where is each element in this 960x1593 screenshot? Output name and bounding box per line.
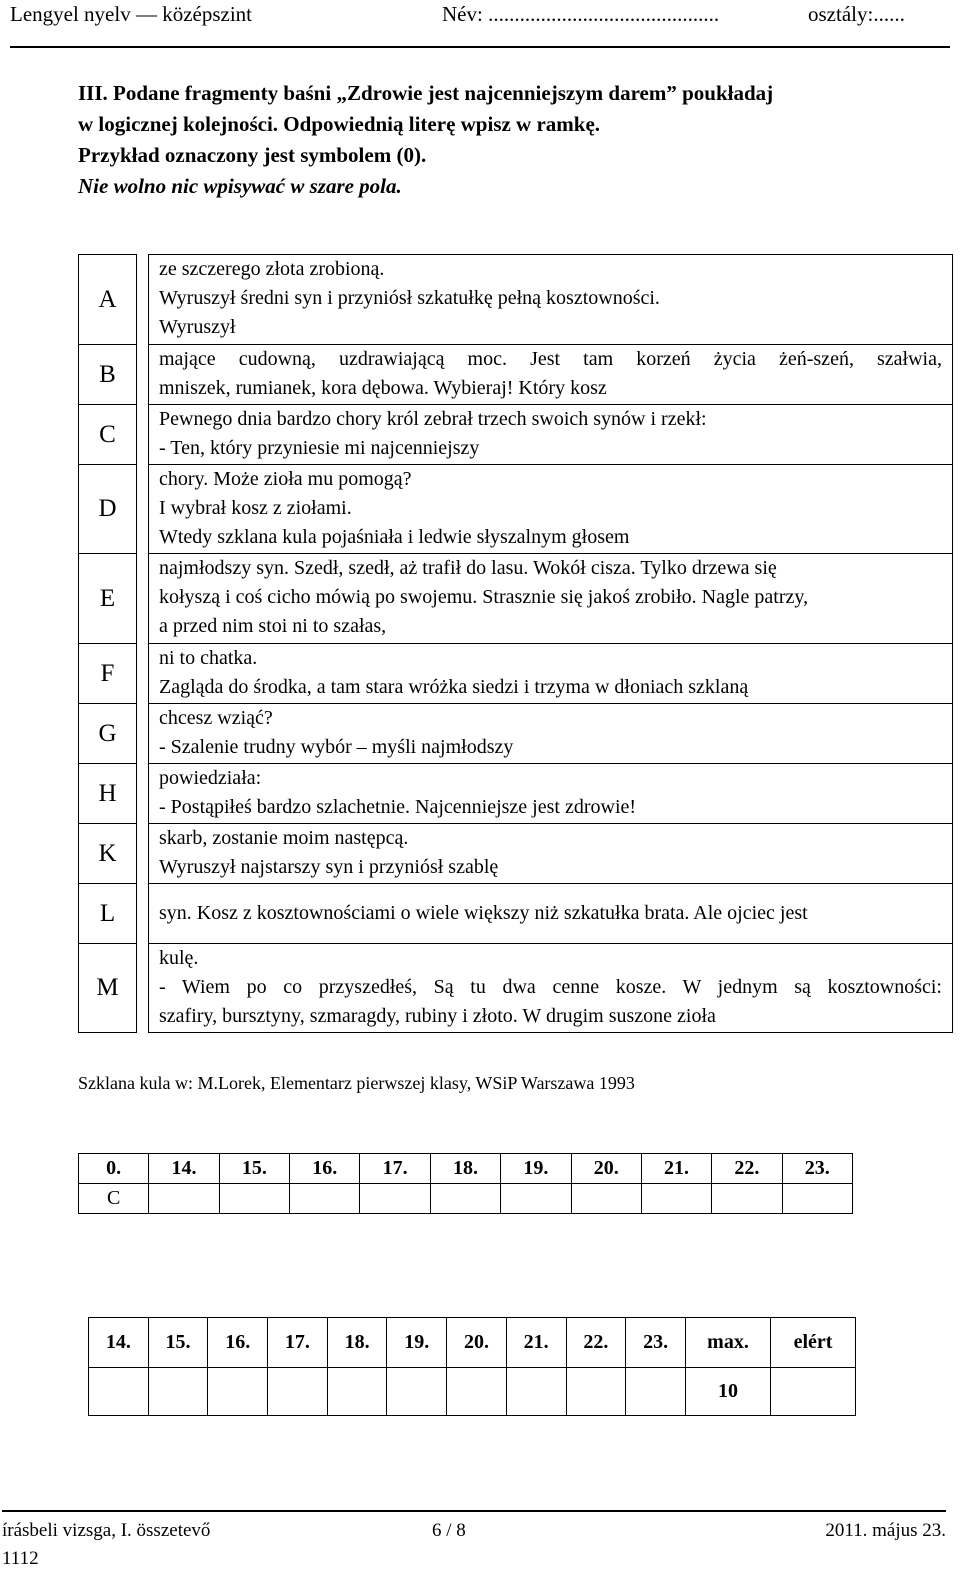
score-cell [208, 1368, 268, 1416]
score-header: 21. [506, 1318, 566, 1368]
fragment-text: chcesz wziąć? - Szalenie trudny wybór – myśli najmłodszy [149, 704, 953, 764]
answer-table [78, 1153, 853, 1214]
fragment-row [79, 824, 953, 884]
score-header: 14. [89, 1318, 149, 1368]
fragment-letter: L [79, 884, 137, 944]
answer-number: 22. [712, 1154, 782, 1184]
score-header: 20. [447, 1318, 507, 1368]
fragment-text: skarb, zostanie moim następcą. Wyruszył najstarszy syn i przyniósł szablę [149, 824, 953, 884]
fragment-row [79, 644, 953, 704]
answer-example-cell: C [79, 1184, 149, 1214]
score-header: 15. [148, 1318, 208, 1368]
answer-cell[interactable] [641, 1184, 711, 1214]
fragment-text: ni to chatka. Zagląda do środka, a tam stara wróżka siedzi i trzyma w dłoniach szklaną [149, 644, 953, 704]
score-cell [148, 1368, 208, 1416]
fragment-text: chory. Może zioła mu pomogą? I wybrał kosz z ziołami. Wtedy szklana kula pojaśniała i ledwie słyszalnym głosem [149, 465, 953, 554]
score-cell [626, 1368, 686, 1416]
score-cell [387, 1368, 447, 1416]
answer-cell[interactable] [501, 1184, 571, 1214]
page-footer [2, 1510, 946, 1569]
fragment-letter: H [79, 764, 137, 824]
fragment-text: syn. Kosz z kosztownościami o wiele większy niż szkatułka brata. Ale ojciec jest [149, 884, 953, 944]
fragment-letter: G [79, 704, 137, 764]
answer-numbers-row [79, 1154, 853, 1184]
answer-cell[interactable] [712, 1184, 782, 1214]
score-header-row [89, 1318, 856, 1368]
fragment-text: najmłodszy syn. Szedł, szedł, aż trafił do lasu. Wokół cisza. Tylko drzewa się kołyszą i coś cicho mówią po swojemu. Strasznie się jakoś zrobiło. Nagle patrzy, a przed nim stoi ni to szałas, [149, 554, 953, 644]
score-header-max: max. [686, 1318, 771, 1368]
header-subject: Lengyel nyelv — középszint [10, 2, 253, 26]
score-cell [268, 1368, 328, 1416]
score-values-row [89, 1368, 856, 1416]
fragment-letter: D [79, 465, 137, 554]
answer-number: 18. [430, 1154, 500, 1184]
fragment-letter: C [79, 405, 137, 465]
footer-code: 1112 [2, 1548, 39, 1569]
score-cell [506, 1368, 566, 1416]
instruction-line: Przykład oznaczony jest symbolem (0). [78, 143, 427, 167]
fragment-row [79, 255, 953, 345]
answer-cell[interactable] [571, 1184, 641, 1214]
answer-letters-row [79, 1184, 853, 1214]
fragment-text: Pewnego dnia bardzo chory król zebrał trzech swoich synów i rzekł: - Ten, który przyniesie mi najcenniejszy [149, 405, 953, 465]
answer-cell[interactable] [290, 1184, 360, 1214]
score-header: 16. [208, 1318, 268, 1368]
fragment-text: kulę. - Wiem po co przyszedłeś, Są tu dwa cenne kosze. W jednym są kosztowności: szafiry, bursztyny, szmaragdy, rubiny i złoto. W drugim suszone zioła [149, 944, 953, 1033]
score-achieved-value [771, 1368, 856, 1416]
fragment-text: mające cudowną, uzdrawiającą moc. Jest tam korzeń życia żeń-szeń, szałwia, mniszek, rumianek, kora dębowa. Wybieraj! Który kosz [149, 345, 953, 405]
score-header-achieved: elért [771, 1318, 856, 1368]
fragment-row [79, 554, 953, 644]
fragment-letter: K [79, 824, 137, 884]
score-header: 19. [387, 1318, 447, 1368]
score-cell [89, 1368, 149, 1416]
answer-number: 23. [782, 1154, 852, 1184]
fragment-text: ze szczerego złota zrobioną. Wyruszył średni syn i przyniósł szkatułkę pełną kosztowności. Wyruszył [149, 255, 953, 345]
footer-date: 2011. május 23. [825, 1520, 946, 1541]
answer-cell[interactable] [430, 1184, 500, 1214]
fragment-row [79, 704, 953, 764]
instruction-line: w logicznej kolejności. Odpowiednią literę wpisz w ramkę. [78, 112, 601, 136]
source-citation: Szklana kula w: M.Lorek, Elementarz pierwszej klasy, WSiP Warszawa 1993 [78, 1073, 635, 1093]
score-header: 18. [327, 1318, 387, 1368]
header-class-label: osztály:...... [808, 2, 905, 26]
answer-number: 14. [149, 1154, 219, 1184]
answer-number: 0. [79, 1154, 149, 1184]
answer-cell[interactable] [219, 1184, 289, 1214]
answer-number: 17. [360, 1154, 430, 1184]
answer-number: 16. [290, 1154, 360, 1184]
fragment-row [79, 345, 953, 405]
fragments-table [78, 254, 953, 1033]
score-cell [327, 1368, 387, 1416]
fragment-letter: A [79, 255, 137, 345]
page-header [10, 2, 950, 48]
score-header: 17. [268, 1318, 328, 1368]
score-cell [447, 1368, 507, 1416]
score-cell [566, 1368, 626, 1416]
fragment-row [79, 764, 953, 824]
header-name-label: Név: ............................................ [442, 2, 720, 26]
fragment-row [79, 465, 953, 554]
score-header: 22. [566, 1318, 626, 1368]
score-max-value: 10 [686, 1368, 771, 1416]
instruction-line: III. Podane fragmenty baśni „Zdrowie jest najcenniejszym darem” poukładaj [78, 81, 774, 105]
fragment-row [79, 884, 953, 944]
fragment-letter: E [79, 554, 137, 644]
task-instructions [78, 78, 918, 202]
footer-exam-label: írásbeli vizsga, I. összetevő [2, 1520, 211, 1541]
answer-number: 21. [641, 1154, 711, 1184]
fragment-text: powiedziała: - Postąpiłeś bardzo szlachetnie. Najcenniejsze jest zdrowie! [149, 764, 953, 824]
fragment-letter: B [79, 345, 137, 405]
answer-number: 15. [219, 1154, 289, 1184]
answer-cell[interactable] [149, 1184, 219, 1214]
instruction-line: Nie wolno nic wpisywać w szare pola. [78, 174, 402, 198]
fragment-row [79, 944, 953, 1033]
answer-number: 20. [571, 1154, 641, 1184]
fragment-row [79, 405, 953, 465]
fragment-letter: M [79, 944, 137, 1033]
answer-cell[interactable] [360, 1184, 430, 1214]
answer-number: 19. [501, 1154, 571, 1184]
score-header: 23. [626, 1318, 686, 1368]
footer-page-number: 6 / 8 [432, 1520, 466, 1541]
answer-cell[interactable] [782, 1184, 852, 1214]
fragment-letter: F [79, 644, 137, 704]
score-table [88, 1317, 856, 1416]
